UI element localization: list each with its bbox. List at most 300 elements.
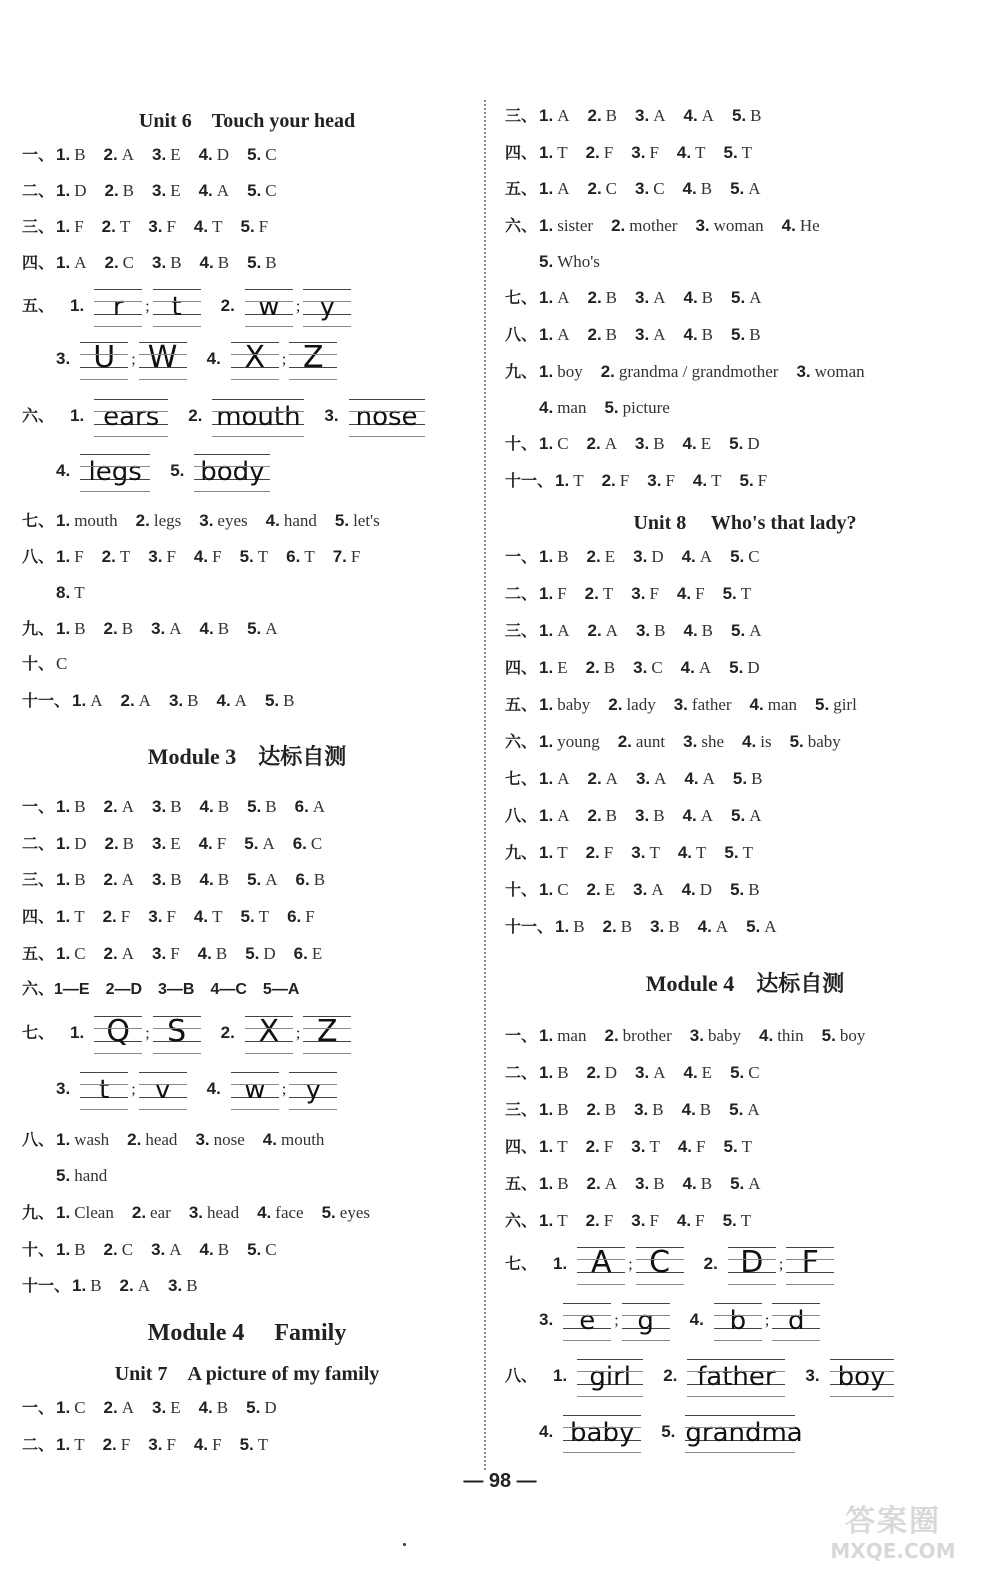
section-number: 四、 xyxy=(22,253,55,272)
section-number: 六、 xyxy=(505,732,538,751)
item-number: 4. xyxy=(676,584,692,603)
answer-text: T xyxy=(74,907,85,926)
answer-text: woman xyxy=(814,362,865,381)
answer-text: A xyxy=(604,434,618,453)
answer-text: A xyxy=(557,769,570,788)
section-number: 四、 xyxy=(505,658,538,677)
module4-title: Module 4 Family xyxy=(147,1320,347,1346)
module3-title: Module 3 达标自测 xyxy=(147,744,347,769)
writing-slot xyxy=(231,1070,279,1110)
answer-text: F xyxy=(649,143,659,162)
answer-row xyxy=(505,286,761,310)
answer-row xyxy=(505,1024,865,1048)
item-number: 1. xyxy=(56,944,71,963)
item-number: 2. xyxy=(587,288,602,307)
answer-text: B xyxy=(700,179,713,198)
item-number: 1. xyxy=(56,181,71,200)
item-number: 3. xyxy=(635,179,650,198)
writing-slot xyxy=(728,1245,776,1285)
item-number: 5. xyxy=(815,695,830,714)
item-number: 2. xyxy=(104,181,119,200)
answer-text: A xyxy=(234,691,247,710)
section-number: 十、 xyxy=(505,880,538,899)
item-number: 5. xyxy=(730,547,745,566)
item-number: 5. xyxy=(247,1240,262,1259)
section-number: 二、 xyxy=(22,1435,55,1454)
answer-text: T xyxy=(557,1137,568,1156)
item-number: 4. xyxy=(683,325,698,344)
answer-text: F xyxy=(603,143,614,162)
answer-text: A xyxy=(265,870,278,889)
answer-text: boy xyxy=(839,1026,866,1045)
unit7-title: Unit 7 A picture of my family xyxy=(114,1363,380,1385)
answer-text: He xyxy=(799,216,820,235)
item-number: 2. xyxy=(585,658,600,677)
item-number: 5. xyxy=(247,870,262,889)
answer-text: A xyxy=(749,288,762,307)
handwriting-row xyxy=(56,452,272,500)
answer-text: T xyxy=(119,547,131,566)
item-number: 2. xyxy=(103,870,118,889)
answer-text: A xyxy=(138,691,151,710)
item-number: 8. xyxy=(56,583,71,602)
item-number: 3. xyxy=(695,216,710,235)
answer-text: B xyxy=(557,1174,569,1193)
item-number: 4. xyxy=(681,1100,696,1119)
section-number: 一、 xyxy=(22,797,55,816)
answer-row xyxy=(505,1135,752,1159)
item-number: 1. xyxy=(539,1026,554,1045)
answer-text: B xyxy=(668,917,680,936)
item-number: 2. xyxy=(608,695,623,714)
answer-text: mouth xyxy=(74,511,118,530)
item-number: 4. xyxy=(683,106,698,125)
writing-slot xyxy=(636,1245,684,1285)
section-number: 五、 xyxy=(505,1174,538,1193)
answer-row xyxy=(505,841,753,865)
item-number: 3. xyxy=(631,584,646,603)
item-number: 3. xyxy=(148,1435,163,1454)
writing-slot xyxy=(139,340,187,380)
item-number: 3. xyxy=(631,1137,646,1156)
answer-text: F xyxy=(695,584,705,603)
item-number: 5. xyxy=(604,398,619,417)
section-number: 二、 xyxy=(505,1063,538,1082)
item-number: 2. xyxy=(587,806,602,825)
item-number: 2. xyxy=(104,253,119,272)
item-number: 3. xyxy=(148,907,163,926)
item-number: 2. xyxy=(663,1365,678,1385)
handwritten-letter: D xyxy=(740,1245,764,1280)
item-number: 6. xyxy=(294,797,309,816)
item-number: 1. xyxy=(539,1174,554,1193)
section-number: 十一、 xyxy=(22,691,71,710)
answer-text: A xyxy=(265,619,278,638)
section-number: 九、 xyxy=(22,1203,55,1222)
handwriting-row: 3. U ; W 4. X ; Z xyxy=(56,340,339,388)
answer-text: B xyxy=(653,806,665,825)
section-number: 六、 xyxy=(22,405,55,425)
section-number: 一、 xyxy=(505,547,538,566)
answer-text: T xyxy=(711,471,722,490)
answer-text: C xyxy=(121,1240,134,1259)
item-number: 3. xyxy=(634,1100,649,1119)
handwritten-letter: y xyxy=(305,1075,321,1105)
item-number: 2. xyxy=(103,1398,118,1417)
item-number: 2. xyxy=(102,907,117,926)
item-number: 4. xyxy=(197,944,212,963)
item-number: 3. xyxy=(635,621,651,640)
item-number: 4. xyxy=(193,1435,209,1454)
answer-text: A xyxy=(605,769,618,788)
writing-slot xyxy=(212,397,304,437)
item-number: 3. xyxy=(650,917,665,936)
answer-row xyxy=(22,143,277,167)
section-number: 一、 xyxy=(505,1026,538,1045)
answer-text: A xyxy=(74,253,87,272)
handwriting-row: 五、 1. r ; t 2. w ; y xyxy=(22,287,353,335)
item-number: 1. xyxy=(553,1365,568,1385)
answer-row xyxy=(505,804,761,828)
answer-text: D xyxy=(651,547,664,566)
answer-row xyxy=(505,360,865,384)
section-number: 十一、 xyxy=(22,1276,71,1295)
item-number: 5. xyxy=(247,145,262,164)
section-number: 八、 xyxy=(22,547,55,566)
item-number: 1. xyxy=(555,471,570,490)
section-number: 二、 xyxy=(22,834,55,853)
answer-text: B xyxy=(653,434,665,453)
handwritten-letter: Q xyxy=(106,1014,131,1049)
answer-text: A xyxy=(653,325,666,344)
answer-text: A xyxy=(653,288,666,307)
answer-text: B xyxy=(187,691,199,710)
item-number: 3. xyxy=(673,695,688,714)
answer-text: B xyxy=(186,1276,198,1295)
item-number: 1. xyxy=(539,806,554,825)
handwritten-letter: w xyxy=(244,1075,266,1105)
writing-slot xyxy=(687,1357,785,1397)
answer-row xyxy=(505,1098,760,1122)
item-number: 3. xyxy=(635,288,650,307)
column-divider xyxy=(484,100,486,1470)
item-number: 5. xyxy=(247,797,262,816)
item-number: 2. xyxy=(101,217,116,236)
item-number: 3. xyxy=(148,547,163,566)
writing-slot xyxy=(830,1357,894,1397)
writing-slot xyxy=(714,1301,762,1341)
handwritten-letter: d xyxy=(788,1306,805,1336)
writing-slot xyxy=(577,1357,643,1397)
answer-text: B xyxy=(605,325,618,344)
answer-text: aunt xyxy=(635,732,666,751)
section-number: 十、 xyxy=(22,654,55,673)
answer-row xyxy=(505,1172,761,1196)
answer-text: A xyxy=(653,106,666,125)
answer-row xyxy=(505,177,761,201)
item-number: 4. xyxy=(262,1130,277,1149)
section-number: 三、 xyxy=(22,217,55,236)
section-number: 七、 xyxy=(505,1253,538,1273)
answer-text: D xyxy=(604,1063,618,1082)
answer-text: A xyxy=(557,288,570,307)
answer-text: C xyxy=(748,1063,760,1082)
answer-text: father xyxy=(691,695,732,714)
answer-text: B xyxy=(283,691,295,710)
item-number: 1. xyxy=(539,434,554,453)
answer-text: F xyxy=(757,471,768,490)
item-number: 3. xyxy=(151,619,166,638)
handwritten-word: grandma xyxy=(685,1418,803,1448)
item-number: 3. xyxy=(796,362,811,381)
item-number: 5. xyxy=(731,806,746,825)
item-number: 5. xyxy=(245,944,260,963)
answer-text: D xyxy=(263,944,276,963)
answer-text: B xyxy=(573,917,585,936)
answer-text: B xyxy=(701,621,714,640)
item-number: 4. xyxy=(199,870,214,889)
item-number: 4. xyxy=(198,181,213,200)
answer-text: let's xyxy=(353,511,380,530)
answer-text: C xyxy=(310,834,323,853)
writing-slot xyxy=(303,1014,351,1054)
item-number: 1. xyxy=(553,1253,568,1273)
answer-text: F xyxy=(695,1211,705,1230)
answer-text: young xyxy=(557,732,600,751)
answer-text: A xyxy=(121,1398,135,1417)
item-number: 3. xyxy=(635,325,650,344)
handwritten-letter: w xyxy=(258,292,280,322)
item-number: 1. xyxy=(56,1240,71,1259)
answer-text: F xyxy=(120,907,131,926)
item-number: 1. xyxy=(72,691,87,710)
answer-text: B xyxy=(748,880,760,899)
writing-slot xyxy=(153,287,201,327)
answer-text: E xyxy=(170,145,181,164)
writing-slot xyxy=(622,1301,670,1341)
answer-text: A xyxy=(715,917,729,936)
item-number: 4. xyxy=(689,1309,704,1329)
answer-row xyxy=(22,689,294,713)
answer-text: A xyxy=(749,806,762,825)
writing-slot xyxy=(94,287,142,327)
answer-row xyxy=(505,141,752,165)
section-number: 二、 xyxy=(505,584,538,603)
item-number: 2. xyxy=(586,1174,601,1193)
item-number: 2. xyxy=(104,834,119,853)
section-number: 五、 xyxy=(505,695,538,714)
item-number: 3. xyxy=(152,797,167,816)
answer-row xyxy=(22,652,67,676)
item-number: 3. xyxy=(635,769,651,788)
answer-text: A xyxy=(749,621,762,640)
answer-text: boy xyxy=(557,362,583,381)
item-number: 3. xyxy=(168,691,184,710)
answer-text: B xyxy=(216,1398,229,1417)
item-number: 5. xyxy=(239,1435,254,1454)
answer-text: hand xyxy=(74,1166,108,1185)
answer-text: B xyxy=(750,106,762,125)
answer-text: F xyxy=(305,907,315,926)
answer-text: C xyxy=(74,944,86,963)
answer-text: T xyxy=(573,471,584,490)
item-number: 5. xyxy=(240,217,255,236)
section-number: 八、 xyxy=(505,325,538,344)
answer-row xyxy=(505,432,760,456)
answer-text: B xyxy=(699,1100,712,1119)
item-number: 5. xyxy=(746,917,761,936)
answer-row xyxy=(22,617,278,641)
answer-text: D xyxy=(747,434,760,453)
item-number: 5. xyxy=(730,1174,745,1193)
item-number: 2. xyxy=(587,621,602,640)
answer-text: mother xyxy=(629,216,678,235)
item-number: 3. xyxy=(152,253,167,272)
answer-row xyxy=(505,214,820,238)
answer-text: girl xyxy=(833,695,857,714)
answer-text: ear xyxy=(150,1203,171,1222)
handwritten-letter: X xyxy=(258,1014,280,1049)
answer-row xyxy=(22,179,277,203)
answer-text: lady xyxy=(626,695,656,714)
item-number: 2. xyxy=(587,106,602,125)
item-number: 5. xyxy=(729,1100,744,1119)
item-number: 4. xyxy=(684,769,699,788)
item-number: 5. xyxy=(247,619,262,638)
writing-slot xyxy=(80,452,150,492)
item-number: 5. xyxy=(722,584,737,603)
answer-row xyxy=(505,469,767,493)
item-number: 4. xyxy=(193,547,209,566)
answer-text: A xyxy=(651,880,664,899)
item-number: 3. xyxy=(633,658,648,677)
section-number: 二、 xyxy=(22,181,55,200)
answer-text: A xyxy=(121,797,135,816)
answer-text: B xyxy=(603,658,616,677)
item-number: 5. xyxy=(730,1063,745,1082)
page-number: — 98 — xyxy=(463,1470,537,1492)
section-number: 十一、 xyxy=(505,917,554,936)
answer-text: B xyxy=(217,1240,230,1259)
answer-text: A xyxy=(557,621,570,640)
writing-slot xyxy=(245,1014,293,1054)
item-number: 2. xyxy=(135,511,150,530)
handwritten-word: ears xyxy=(103,402,160,432)
writing-slot xyxy=(303,287,351,327)
item-number: 4. xyxy=(677,1137,693,1156)
handwritten-word: legs xyxy=(88,457,142,487)
item-number: 5. xyxy=(732,769,748,788)
item-number: 1. xyxy=(56,253,71,272)
answer-text: C xyxy=(122,253,135,272)
item-number: 1. xyxy=(56,1203,71,1222)
answer-text: D xyxy=(74,834,87,853)
item-number: 2. xyxy=(127,1130,142,1149)
answer-text: A xyxy=(90,691,103,710)
item-number: 1. xyxy=(539,1211,554,1230)
answer-text: D xyxy=(264,1398,277,1417)
answer-text: A xyxy=(748,179,761,198)
section-number: 八、 xyxy=(22,1130,55,1149)
item-number: 5. xyxy=(731,106,747,125)
answer-text: T xyxy=(74,583,85,602)
item-number: 1. xyxy=(72,1276,87,1295)
answer-text: eyes xyxy=(217,511,248,530)
handwritten-letter: U xyxy=(93,340,116,375)
answer-text: B xyxy=(749,325,761,344)
answer-text: F xyxy=(696,1137,706,1156)
answer-text: B xyxy=(170,870,182,889)
answer-text: picture xyxy=(622,398,670,417)
answer-text: E xyxy=(170,1398,181,1417)
answer-text: T xyxy=(740,1211,752,1230)
item-number: 4. xyxy=(216,691,231,710)
item-number: 2. xyxy=(601,471,616,490)
answer-text: F xyxy=(350,547,361,566)
item-number: 4. xyxy=(682,1174,697,1193)
answer-text: hand xyxy=(283,511,317,530)
item-number: 3. xyxy=(635,1174,650,1193)
handwriting-row: 七、 1. A ; C 2. D ; F xyxy=(505,1245,836,1293)
writing-slot xyxy=(289,1070,337,1110)
item-number: 3. xyxy=(56,1078,71,1098)
answer-row xyxy=(539,396,670,420)
answer-text: B xyxy=(74,619,86,638)
answer-text: D xyxy=(747,658,760,677)
item-number: 4. xyxy=(683,621,698,640)
writing-slot xyxy=(786,1245,834,1285)
answer-text: T xyxy=(742,843,753,862)
item-number: 5. xyxy=(334,511,350,530)
item-number: 1. xyxy=(70,405,85,425)
answer-text: A xyxy=(121,870,135,889)
section-number: 十、 xyxy=(505,434,538,453)
answer-text: man xyxy=(557,398,587,417)
answer-row xyxy=(22,215,268,239)
answer-text: C xyxy=(748,547,760,566)
item-number: 5. xyxy=(247,181,262,200)
answer-text: F xyxy=(212,1435,222,1454)
item-number: 1. xyxy=(70,1022,85,1042)
item-number: 3. xyxy=(689,1026,704,1045)
item-number: 4. xyxy=(749,695,764,714)
item-number: 4. xyxy=(680,658,695,677)
section-number: 七、 xyxy=(505,769,538,788)
answer-text: A xyxy=(137,1276,151,1295)
answer-text: B xyxy=(604,1100,617,1119)
writing-slot xyxy=(289,340,337,380)
answer-text: B xyxy=(701,325,714,344)
item-number: 5. xyxy=(731,288,746,307)
item-number: 5. xyxy=(56,1166,71,1185)
answer-text: eyes xyxy=(339,1203,370,1222)
item-number: 4. xyxy=(199,1240,214,1259)
answer-text: F xyxy=(603,843,614,862)
item-number: 4. xyxy=(676,143,692,162)
writing-slot xyxy=(563,1301,611,1341)
answer-text: B xyxy=(215,944,228,963)
answer-text: thin xyxy=(777,1026,804,1045)
answer-row xyxy=(505,730,841,754)
item-number: 3. xyxy=(148,217,163,236)
writing-slot xyxy=(194,452,270,492)
answer-row xyxy=(505,1209,751,1233)
answer-text: F xyxy=(216,834,227,853)
handwriting-row: 七、 1. Q ; S 2. X ; Z xyxy=(22,1014,353,1062)
item-number: 4. xyxy=(697,917,712,936)
answer-text: E xyxy=(701,1063,713,1082)
item-number: 4. xyxy=(539,1421,554,1441)
